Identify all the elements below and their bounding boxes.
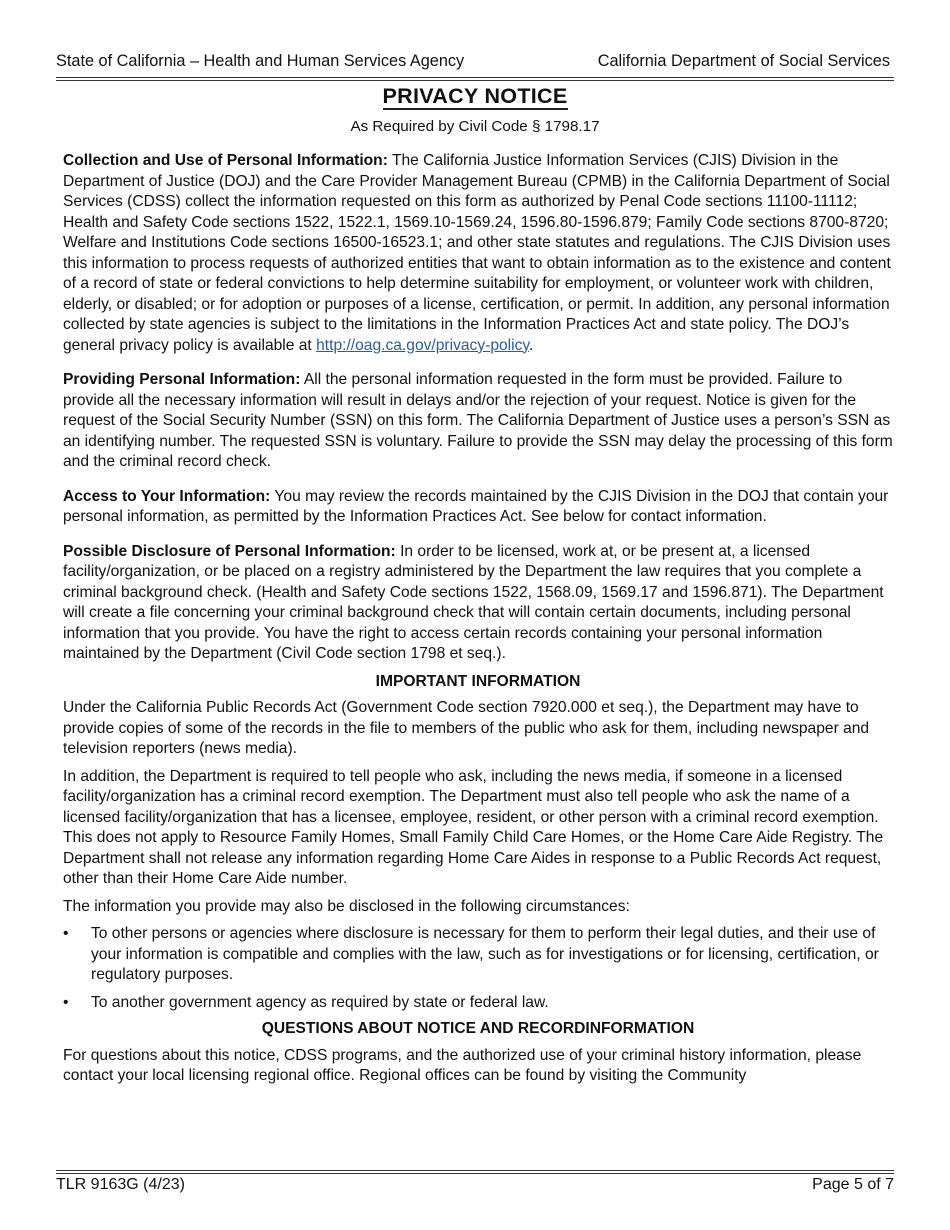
list-item [63,993,893,1014]
header-agency: State of California – Health and Human Services Agency [56,52,465,70]
form-id: TLR 9163G (4/23) [56,1176,185,1193]
notice-body [63,151,893,1087]
questions-paragraph: For questions about this notice, CDSS programs, and the authorized use of your criminal history information, please contact your local licensing regional office. Regional offices can be found by visiting the Community [63,1046,862,1084]
important-paragraph-1: Under the California Public Records Act (Government Code section 7920.000 et seq.), the Department may have to provide copies of some of the records in the file to members of the public who ask for them, including newspaper and television reporters (news media). [63,699,870,757]
collection-paragraph [63,151,893,356]
collection-heading: Collection and Use of Personal Information: [63,152,388,169]
access-paragraph [63,487,893,528]
access-text: You may review the records maintained by the CJIS Division in the DOJ that contain your personal information, as permitted by the Information Practices Act. See below for contact information. [63,487,889,525]
bullet-icon: • [63,993,69,1011]
footer-rule [56,1170,894,1174]
title-text: PRIVACY NOTICE [382,84,568,108]
bullet-text: To other persons or agencies where disclosure is necessary for them to perform their legal duties, and their use of your information is compatible and complies with the law, such as for investigations or for licensing, certification, or regulatory purposes. [91,925,879,983]
bullet-text: To another government agency as required by state or federal law. [91,993,549,1011]
important-paragraph-2: In addition, the Department is required to tell people who ask, including the news media, if someone in a licensed facility/organization has a criminal record exemption. The Department must also tell people who ask the name of a licensed facility/organization that has a licensee, employee, resident, or other person with a criminal record exemption. This does not apply to Resource Family Homes, Small Family Child Care Homes, or the Home Care Aide Registry. The Department shall not release any information regarding Home Care Aides in response to a Public Records Act request, other than their Home Care Aide number. [63,767,884,887]
providing-paragraph [63,370,893,473]
questions-heading: QUESTIONS ABOUT NOTICE AND RECORDINFORMATION [261,1020,695,1037]
page-number: Page 5 of 7 [812,1176,894,1193]
list-item [63,924,893,986]
collection-tail: . [529,336,534,354]
important-heading: IMPORTANT INFORMATION [375,672,581,690]
privacy-policy-link[interactable]: http://oag.ca.gov/privacy-policy [316,336,530,354]
header-department: California Department of Social Services [597,52,890,70]
providing-text: All the personal information requested in the form must be provided. Failure to provide all the necessary information will result in delays and/or the rejection of your request. Notice is given for the request of the Social Security Number (SSN) on this form. The California Department of Justice uses a person’s SSN as an identifying number. The requested SSN is voluntary. Failure to provide the SSN may delay the processing of this form and the criminal record check. [63,371,893,470]
collection-text: The California Justice Information Services (CJIS) Division in the Department of Justice (DOJ) and the Care Provider Management Bureau (CPMB) in the California Department of Social Services (CDSS) collect the information requested on this form as authorized by Penal Code sections 11100-11112; Health and Safety Code sections 1522, 1522.1, 1569.10-1569.24, 1596.80-1596.879; Family Code sections 8700-8720; Welfare and Institutions Code sections 16500-16523.1; and other state statutes and regulations. The CJIS Division uses this information to process requests of authorized entities that want to obtain information as to the existence and content of a record of state or federal convictions to help determine suitability for employment, or volunteer work with children, elderly, or disabled; or for adoption or purposes of a license, certification, or permit. In addition, any personal information collected by state agencies is subject to the limitations in the Information Practices Act and state policy. The DOJ’s general privacy policy is available at [63,152,891,354]
disclosure-text: In order to be licensed, work at, or be present at, a licensed facility/organization, or be placed on a registry administered by the Department the law requires that you complete a criminal background check. (Health and Safety Code sections 1522, 1568.09, 1569.17 and 1596.871). The Department will create a file concerning your criminal background check that will contain certain documents, including personal information that you provide. You have the right to access certain records containing your personal information maintained by the Department (Civil Code section 1798 et seq.). [63,542,884,662]
page-subtitle: As Required by Civil Code § 1798.17 [350,118,600,135]
access-heading: Access to Your Information: [63,487,271,505]
important-paragraph-3: The information you provide may also be disclosed in the following circumstances: [63,897,630,915]
page-footer [56,1176,894,1194]
disclosure-paragraph [63,542,893,665]
providing-heading: Providing Personal Information: [63,371,301,388]
bullet-icon: • [63,925,69,942]
header-rule [56,77,894,81]
disclosure-heading: Possible Disclosure of Personal Information: [63,542,396,560]
page-header [56,52,890,71]
page-title [0,84,950,109]
